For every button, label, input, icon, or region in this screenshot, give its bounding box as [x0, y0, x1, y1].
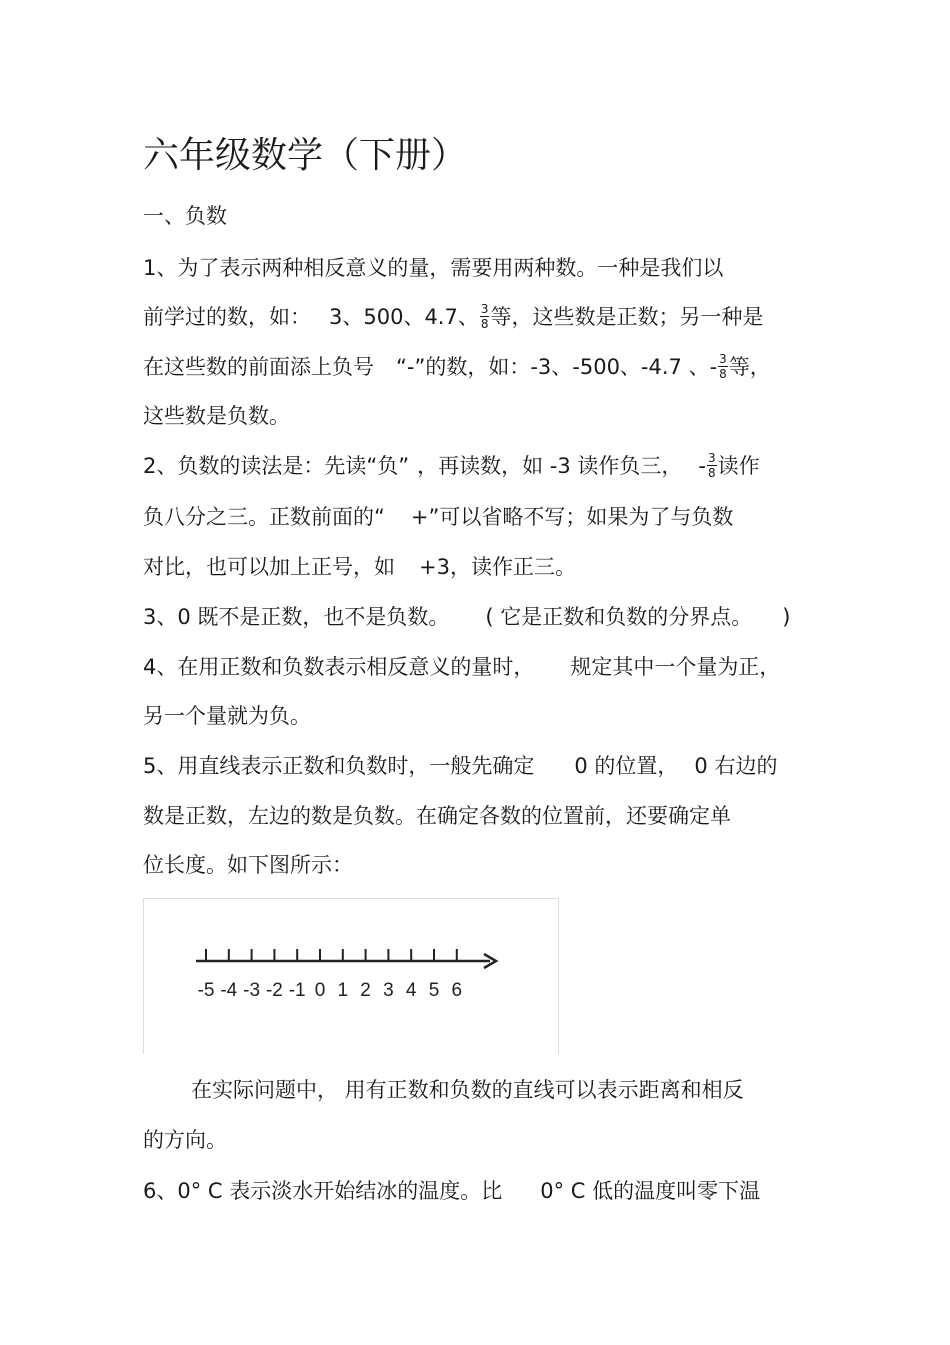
- text-span: 规定其中一个量为正，: [570, 655, 781, 679]
- paragraph-3-line-1: [143, 602, 790, 632]
- number-line-label: 0: [314, 980, 326, 1001]
- paragraph-4-line-1: [143, 652, 780, 682]
- text-span: 前学过的数，如：: [143, 305, 311, 329]
- text-span: +”可以省略不写；如果为了与负数: [410, 505, 734, 529]
- fraction: [707, 451, 717, 480]
- paragraph-1-line-1: 1、为了表示两种相反意义的量，需要用两种数。一种是我们以: [143, 256, 724, 280]
- text-span: -: [698, 454, 706, 478]
- number-line-label: 3: [383, 980, 394, 1001]
- text-span: ): [782, 605, 791, 629]
- text-span: 3、0 既不是正数，也不是负数。: [143, 605, 450, 629]
- number-line-label: 1: [337, 980, 349, 1001]
- text-span: 读作: [717, 454, 760, 478]
- text-span: 等，: [728, 355, 771, 379]
- fraction-denominator: 8: [719, 366, 727, 381]
- number-line-label: 6: [451, 980, 463, 1001]
- text-span: ，再读数，如 -3 读作负三，: [417, 454, 683, 478]
- fraction-denominator: 8: [708, 465, 716, 480]
- text-span: 3、500、4.7、: [329, 305, 479, 329]
- text-span: 0 的位置，: [574, 754, 679, 778]
- text-span: 对比，也可以加上正号，如: [143, 555, 395, 579]
- text-span: 5、用直线表示正数和负数时，一般先确定: [143, 754, 535, 778]
- number-line-label: -2: [265, 980, 283, 1001]
- number-line-labels: [198, 980, 463, 1001]
- text-span: 在这些数的前面添上负号: [143, 355, 374, 379]
- number-line-label: 4: [405, 980, 417, 1001]
- page-title: 六年级数学（下册）: [143, 135, 468, 176]
- paragraph-7-line-1: [143, 1176, 760, 1206]
- number-line-label: 5: [428, 980, 440, 1001]
- paragraph-2-line-2: [143, 502, 733, 532]
- fraction-numerator: 3: [480, 301, 489, 316]
- text-span: 等，这些数是正数；另一种是: [490, 305, 764, 329]
- fraction: [718, 352, 728, 381]
- number-line-figure: [143, 898, 559, 1054]
- number-line-label: -4: [220, 980, 238, 1001]
- fraction-numerator: 3: [708, 450, 716, 465]
- number-line: [144, 899, 558, 1054]
- text-span: 2、负数的读法是：先读“负”: [143, 454, 410, 478]
- text-span: 0 右边的: [694, 754, 778, 778]
- text-span: +3，读作正三。: [419, 555, 576, 579]
- paragraph-1-line-4: 这些数是负数。: [143, 404, 290, 428]
- fraction-numerator: 3: [719, 351, 727, 366]
- text-span: “-”的数，如：-3、-500、-4.7 、-: [396, 355, 718, 379]
- paragraph-2-line-1: [143, 451, 760, 482]
- paragraph-6-line-1: 在实际问题中， 用有正数和负数的直线可以表示距离和相反: [191, 1078, 744, 1102]
- text-span: ( 它是正数和负数的分界点。: [485, 605, 753, 629]
- paragraph-5-line-3: 位长度。如下图所示：: [143, 853, 353, 877]
- paragraph-2-line-3: [143, 552, 576, 582]
- text-span: 0° C 低的温度叫零下温: [540, 1179, 761, 1203]
- section-heading: 一、负数: [143, 204, 227, 228]
- fraction: [480, 302, 490, 331]
- text-span: 负八分之三。正数前面的“: [143, 505, 385, 529]
- number-line-label: -3: [243, 980, 261, 1001]
- paragraph-5-line-1: [143, 751, 777, 781]
- paragraph-6-line-2: 的方向。: [143, 1128, 227, 1152]
- paragraph-1-line-3: [143, 352, 771, 383]
- paragraph-1-line-2: [143, 302, 763, 333]
- number-line-ticks: [206, 949, 457, 961]
- fraction-denominator: 8: [480, 316, 489, 331]
- paragraph-4-line-2: 另一个量就为负。: [143, 704, 311, 728]
- text-span: 6、0° C 表示淡水开始结冰的温度。比: [143, 1179, 503, 1203]
- number-line-label: -1: [288, 980, 306, 1001]
- paragraph-5-line-2: 数是正数，左边的数是负数。在确定各数的位置前，还要确定单: [143, 804, 731, 828]
- text-span: 4、在用正数和负数表示相反意义的量时，: [143, 655, 535, 679]
- number-line-label: 2: [360, 980, 371, 1001]
- number-line-label: -5: [197, 980, 215, 1001]
